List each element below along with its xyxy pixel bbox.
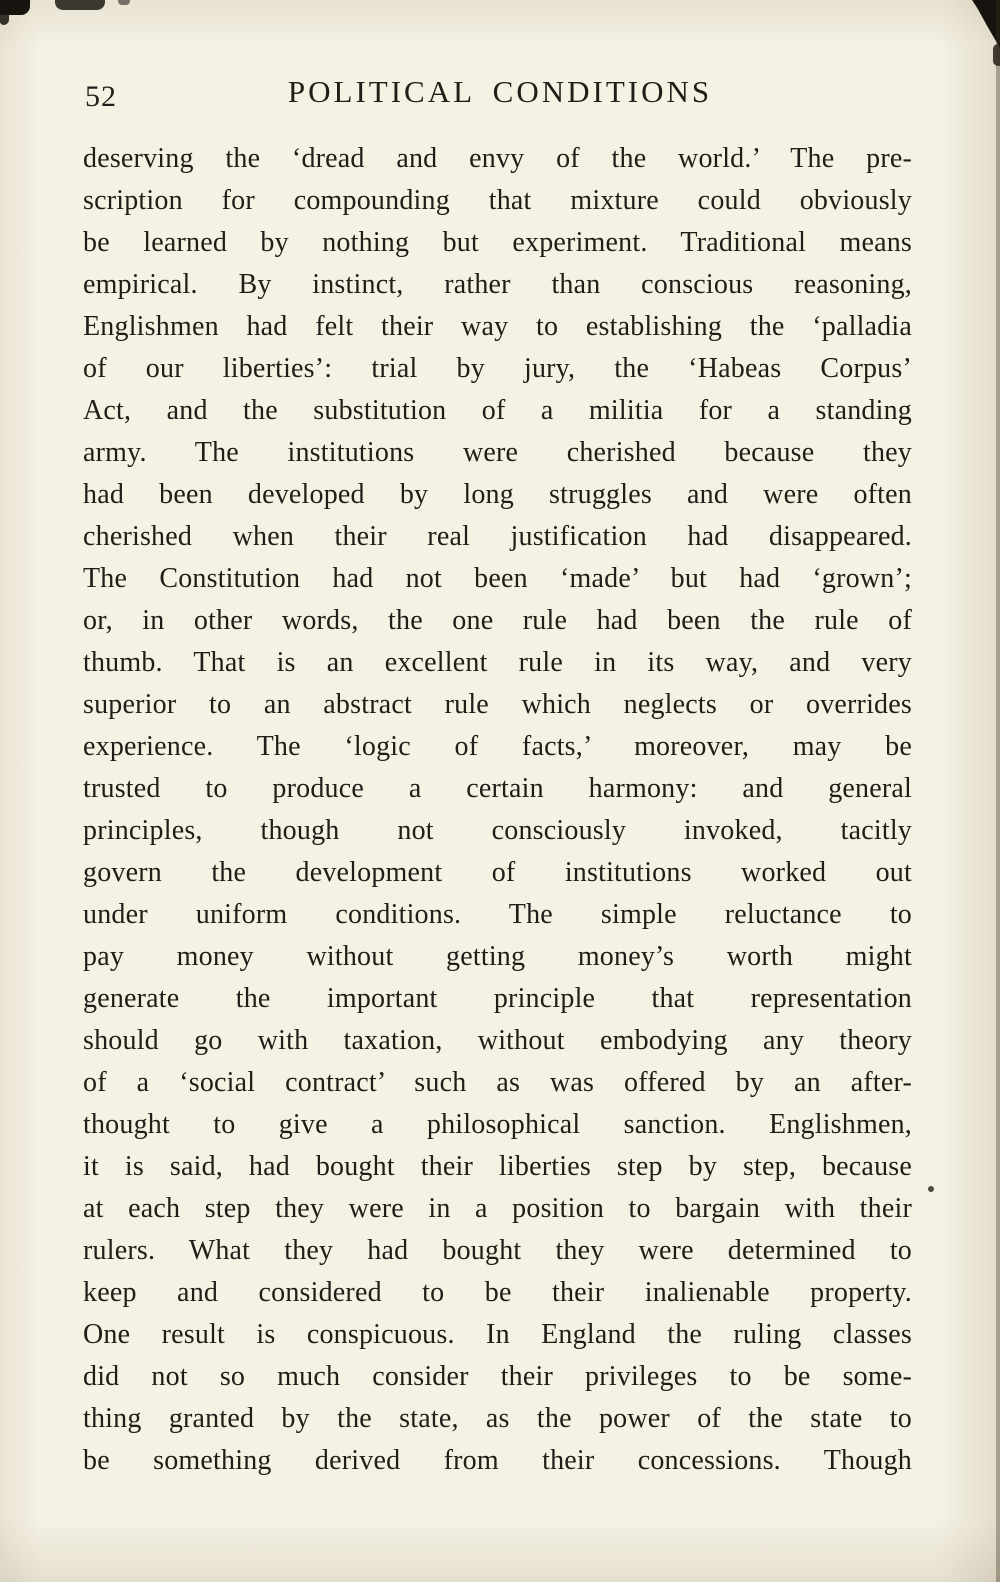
text-line: deserving the ‘dread and envy of the world.’ The pre- xyxy=(83,143,912,174)
page-number: 52 xyxy=(85,80,117,113)
text-line: be something derived from their concessions. Though xyxy=(83,1445,912,1476)
text-line: at each step they were in a position to bargain with their xyxy=(83,1193,912,1224)
text-line: principles, though not consciously invoked, tacitly xyxy=(83,815,912,846)
text-line: cherished when their real justification had disappeared. xyxy=(83,521,912,552)
text-line: empirical. By instinct, rather than conscious reasoning, xyxy=(83,269,912,300)
text-line: Act, and the substitution of a militia for a standing xyxy=(83,395,912,426)
text-line: generate the important principle that representation xyxy=(83,983,912,1014)
text-line: experience. The ‘logic of facts,’ moreover, may be xyxy=(83,731,912,762)
text-line: of our liberties’: trial by jury, the ‘Habeas Corpus’ xyxy=(83,353,912,384)
text-line: rulers. What they had bought they were determined to xyxy=(83,1235,912,1266)
text-line: army. The institutions were cherished because they xyxy=(83,437,912,468)
text-line: should go with taxation, without embodying any theory xyxy=(83,1025,912,1056)
text-line: keep and considered to be their inalienable property. xyxy=(83,1277,912,1308)
text-line: govern the development of institutions worked out xyxy=(83,857,912,888)
text-line: did not so much consider their privileges to be some- xyxy=(83,1361,912,1392)
text-line: had been developed by long struggles and were often xyxy=(83,479,912,510)
text-line: trusted to produce a certain harmony: and general xyxy=(83,773,912,804)
text-line: under uniform conditions. The simple reluctance to xyxy=(83,899,912,930)
scan-artifact-top-smudge xyxy=(55,0,105,10)
running-head xyxy=(0,72,1000,132)
text-line: superior to an abstract rule which neglects or overrides xyxy=(83,689,912,720)
text-line: or, in other words, the one rule had been the rule of xyxy=(83,605,912,636)
text-line: pay money without getting money’s worth might xyxy=(83,941,912,972)
text-line: it is said, had bought their liberties step by step, because xyxy=(83,1151,912,1182)
scan-artifact-top-left-small xyxy=(0,13,9,25)
text-line: The Constitution had not been ‘made’ but had ‘grown’; xyxy=(83,563,912,594)
running-header-title: POLITICAL CONDITIONS xyxy=(287,74,713,109)
scan-artifact-right-edge-shade xyxy=(996,0,1000,1582)
scan-artifact-top-mid xyxy=(118,0,130,5)
text-line: One result is conspicuous. In England the ruling classes xyxy=(83,1319,912,1350)
text-line: thing granted by the state, as the power of the state to xyxy=(83,1403,912,1434)
text-block xyxy=(83,138,912,1482)
text-line: Englishmen had felt their way to establishing the ‘palladia xyxy=(83,311,912,342)
text-line: thumb. That is an excellent rule in its way, and very xyxy=(83,647,912,678)
text-line: of a ‘social contract’ such as was offered by an after- xyxy=(83,1067,912,1098)
text-line: thought to give a philosophical sanction. Englishmen, xyxy=(83,1109,912,1140)
text-line: be learned by nothing but experiment. Traditional means xyxy=(83,227,912,258)
scan-artifact-ink-dot xyxy=(928,1186,934,1192)
text-line: scription for compounding that mixture could obviously xyxy=(83,185,912,216)
